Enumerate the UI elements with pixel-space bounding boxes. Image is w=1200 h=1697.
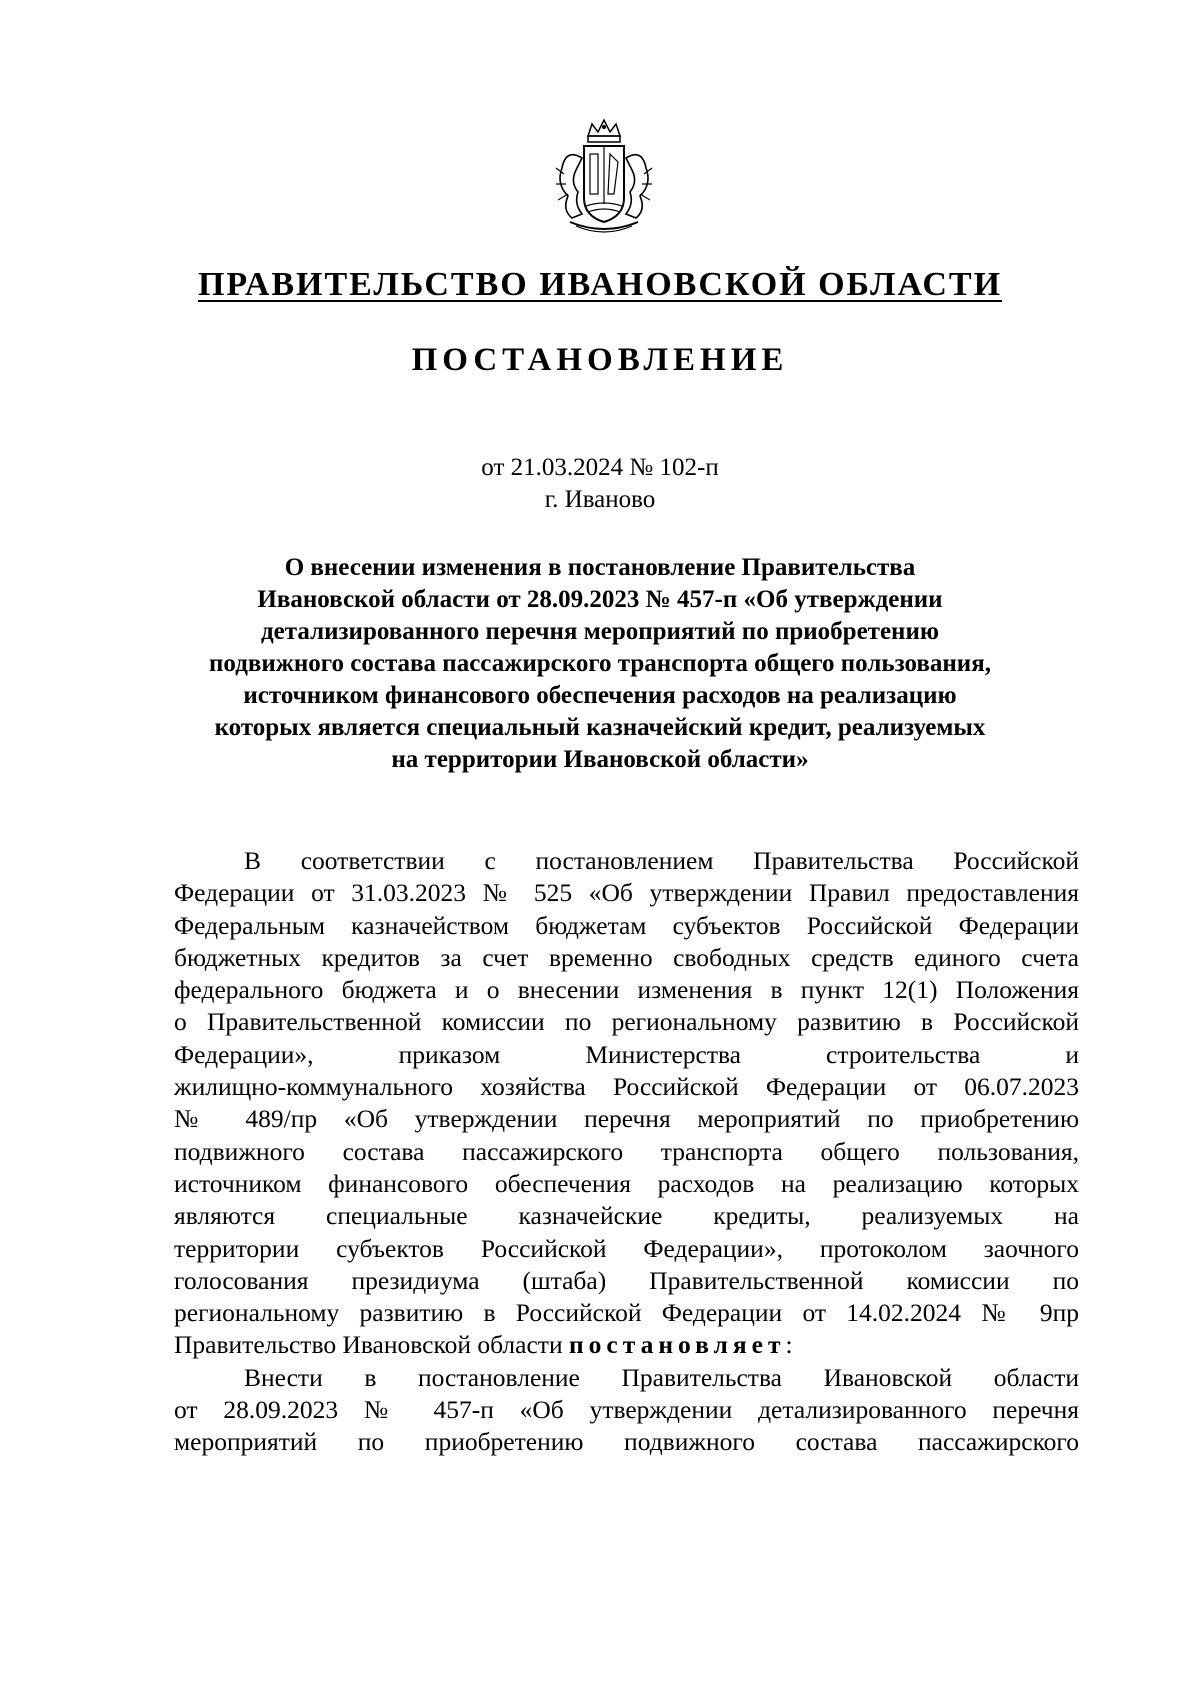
date-number: от 21.03.2024 № 102-п	[481, 454, 719, 481]
government-title	[0, 266, 1200, 304]
document-type: ПОСТАНОВЛЕНИЕ	[411, 342, 789, 378]
body-line: В соответствии с постановлением Правительства Российской	[244, 846, 1079, 875]
subject-line: Ивановской области от 28.09.2023 № 457-п «Об утверждении	[257, 586, 943, 613]
final-text: Правительство Ивановской области	[174, 1330, 569, 1360]
document-subject	[160, 552, 1040, 776]
subject-line: детализированного перечня мероприятий по приобретению	[261, 618, 939, 645]
final-colon: :	[785, 1330, 793, 1360]
subject-line: которых является специальный казначейский кредит, реализуемых	[214, 714, 986, 741]
body-line: Федерации от 31.03.2023 № 525 «Об утверждении Правил предоставления	[174, 878, 1079, 908]
body-line: Внести в постановление Правительства Ивановской области	[244, 1362, 1079, 1392]
body-line: Федеральным казначейством бюджетам субъектов Российской Федерации	[174, 910, 1079, 940]
document-body	[174, 845, 1079, 1459]
body-line: территории субъектов Российской Федерации», протоколом заочного	[174, 1233, 1079, 1263]
subject-line: О внесении изменения в постановление Правительства	[284, 554, 916, 581]
body-line: голосования президиума (штаба) Правительственной комиссии по	[174, 1265, 1079, 1295]
body-line: бюджетных кредитов за счет временно свободных средств единого счета	[174, 942, 1079, 972]
body-line: подвижного состава пассажирского транспорта общего пользования,	[174, 1136, 1079, 1166]
document-meta	[0, 452, 1200, 516]
body-line: федерального бюджета и о внесении изменения в пункт 12(1) Положения	[174, 975, 1079, 1005]
body-line-final	[174, 1329, 1079, 1361]
government-title-text: ПРАВИТЕЛЬСТВО ИВАНОВСКОЙ ОБЛАСТИ	[197, 266, 1003, 303]
body-line: мероприятий по приобретению подвижного состава пассажирского	[174, 1427, 1079, 1457]
body-line: являются специальные казначейские кредиты, реализуемых на	[174, 1201, 1079, 1231]
body-line: источником финансового обеспечения расходов на реализацию которых	[174, 1168, 1079, 1198]
body-line: от 28.09.2023 № 457-п «Об утверждении детализированного перечня	[174, 1395, 1079, 1425]
body-line: региональному развитию в Российской Федерации от 14.02.2024 № 9пр	[174, 1298, 1079, 1328]
decree-word: постановляет	[568, 1330, 786, 1360]
body-line: Федерации», приказом Министерства строительства и	[174, 1039, 1079, 1069]
subject-line: источником финансового обеспечения расходов на реализацию	[243, 682, 957, 709]
subject-line: на территории Ивановской области»	[391, 746, 809, 773]
subject-line: подвижного состава пассажирского транспорта общего пользования,	[209, 650, 991, 677]
coat-of-arms-icon	[548, 118, 660, 238]
city: г. Иваново	[544, 486, 656, 513]
body-line: о Правительственной комиссии по региональному развитию в Российской	[174, 1007, 1079, 1037]
body-line: жилищно-коммунального хозяйства Российской Федерации от 06.07.2023	[174, 1072, 1079, 1102]
body-line: № 489/пр «Об утверждении перечня мероприятий по приобретению	[174, 1104, 1079, 1134]
